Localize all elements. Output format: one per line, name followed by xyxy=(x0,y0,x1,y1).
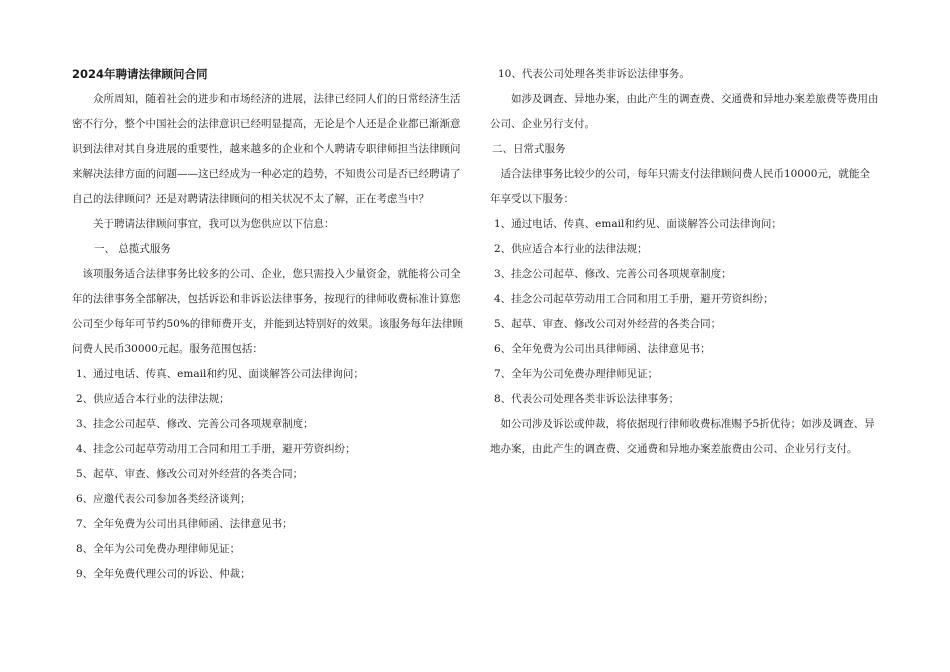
section-1-item: 8、全年为公司免费办理律师见证； xyxy=(76,543,241,555)
section-2-item: 4、挂念公司起草劳动用工合同和用工手册，避开劳资纠纷； xyxy=(494,293,774,305)
section-2-item: 3、挂念公司起草、修改、完善公司各项规章制度； xyxy=(494,268,732,280)
section-1-note: 如涉及调查、异地办案，由此产生的调查费、交通费和异地办案差旅费等费用由公司、企业另行支付。 xyxy=(490,93,879,130)
section-1-item: 1、通过电话、传真、email和约见、面谈解答公司法律询问； xyxy=(76,368,364,380)
section-1-item: 5、起草、审查、修改公司对外经营的各类合同； xyxy=(76,468,304,480)
document-title: 2024年聘请法律顾问合同 xyxy=(72,67,208,81)
section-2-item: 2、供应适合本行业的法律法规； xyxy=(494,243,648,255)
section-2-description: 适合法律事务比较少的公司，每年只需支付法律顾问费人民币10000元，就能全年享受以下服务： xyxy=(490,168,870,205)
right-column xyxy=(490,62,880,462)
section-2-item: 6、全年免费为公司出具律师函、法律意见书； xyxy=(494,343,711,355)
offer-paragraph: 关于聘请法律顾问事宜，我可以为您供应以下信息： xyxy=(93,218,335,230)
section-1-item: 3、挂念公司起草、修改、完善公司各项规章制度； xyxy=(76,418,314,430)
section-1-item: 7、全年免费为公司出具律师函、法律意见书； xyxy=(76,518,293,530)
section-1-description: 该项服务适合法律事务比较多的公司、企业，您只需投入少量资金，就能将公司全年的法律事务全部解决，包括诉讼和非诉讼法律事务，按现行的律师收费标准计算您公司至少每年可节约50%的律师费开支，并能到达特别好的效果。该服务每年法律顾问费人民币30000元起。服务范围包括： xyxy=(72,268,463,355)
section-1-item: 9、全年免费代理公司的诉讼、仲裁； xyxy=(76,568,251,580)
section-2-item: 1、通过电话、传真、email和约见、面谈解答公司法律询问； xyxy=(494,218,782,230)
section-2-item: 7、全年为公司免费办理律师见证； xyxy=(494,368,659,380)
section-1-item: 4、挂念公司起草劳动用工合同和用工手册，避开劳资纠纷； xyxy=(76,443,356,455)
section-1-item: 10、代表公司处理各类非诉讼法律事务。 xyxy=(498,68,690,80)
section-2-note: 如公司涉及诉讼或仲裁，将依据现行律师收费标准赐予5折优待；如涉及调查、异地办案，由此产生的调查费、交通费和异地办案差旅费由公司、企业另行支付。 xyxy=(490,418,875,455)
intro-paragraph: 众所周知，随着社会的进步和市场经济的进展，法律已经同人们的日常经济生活密不行分，整个中国社会的法律意识已经明显提高，无论是个人还是企业都已渐渐意识到法律对其自身进展的重要性，越来越多的企业和个人聘请专职律师担当法律顾问来解决法律方面的问题——这已经成为一种必定的趋势，不知贵公司是否已经聘请了自己的法律顾问？还是对聘请法律顾问的相关状况不太了解，正在考虑当中？ xyxy=(72,93,461,205)
section-1-heading: 一、 总揽式服务 xyxy=(94,243,171,255)
section-2-item: 5、起草、审查、修改公司对外经营的各类合同； xyxy=(494,318,722,330)
section-1-item: 6、应邀代表公司参加各类经济谈判； xyxy=(76,493,251,505)
section-2-heading: 二、日常式服务 xyxy=(492,143,566,155)
left-column xyxy=(72,62,464,587)
section-1-item: 2、供应适合本行业的法律法规； xyxy=(76,393,230,405)
section-2-item: 8、代表公司处理各类非诉讼法律事务； xyxy=(494,393,680,405)
